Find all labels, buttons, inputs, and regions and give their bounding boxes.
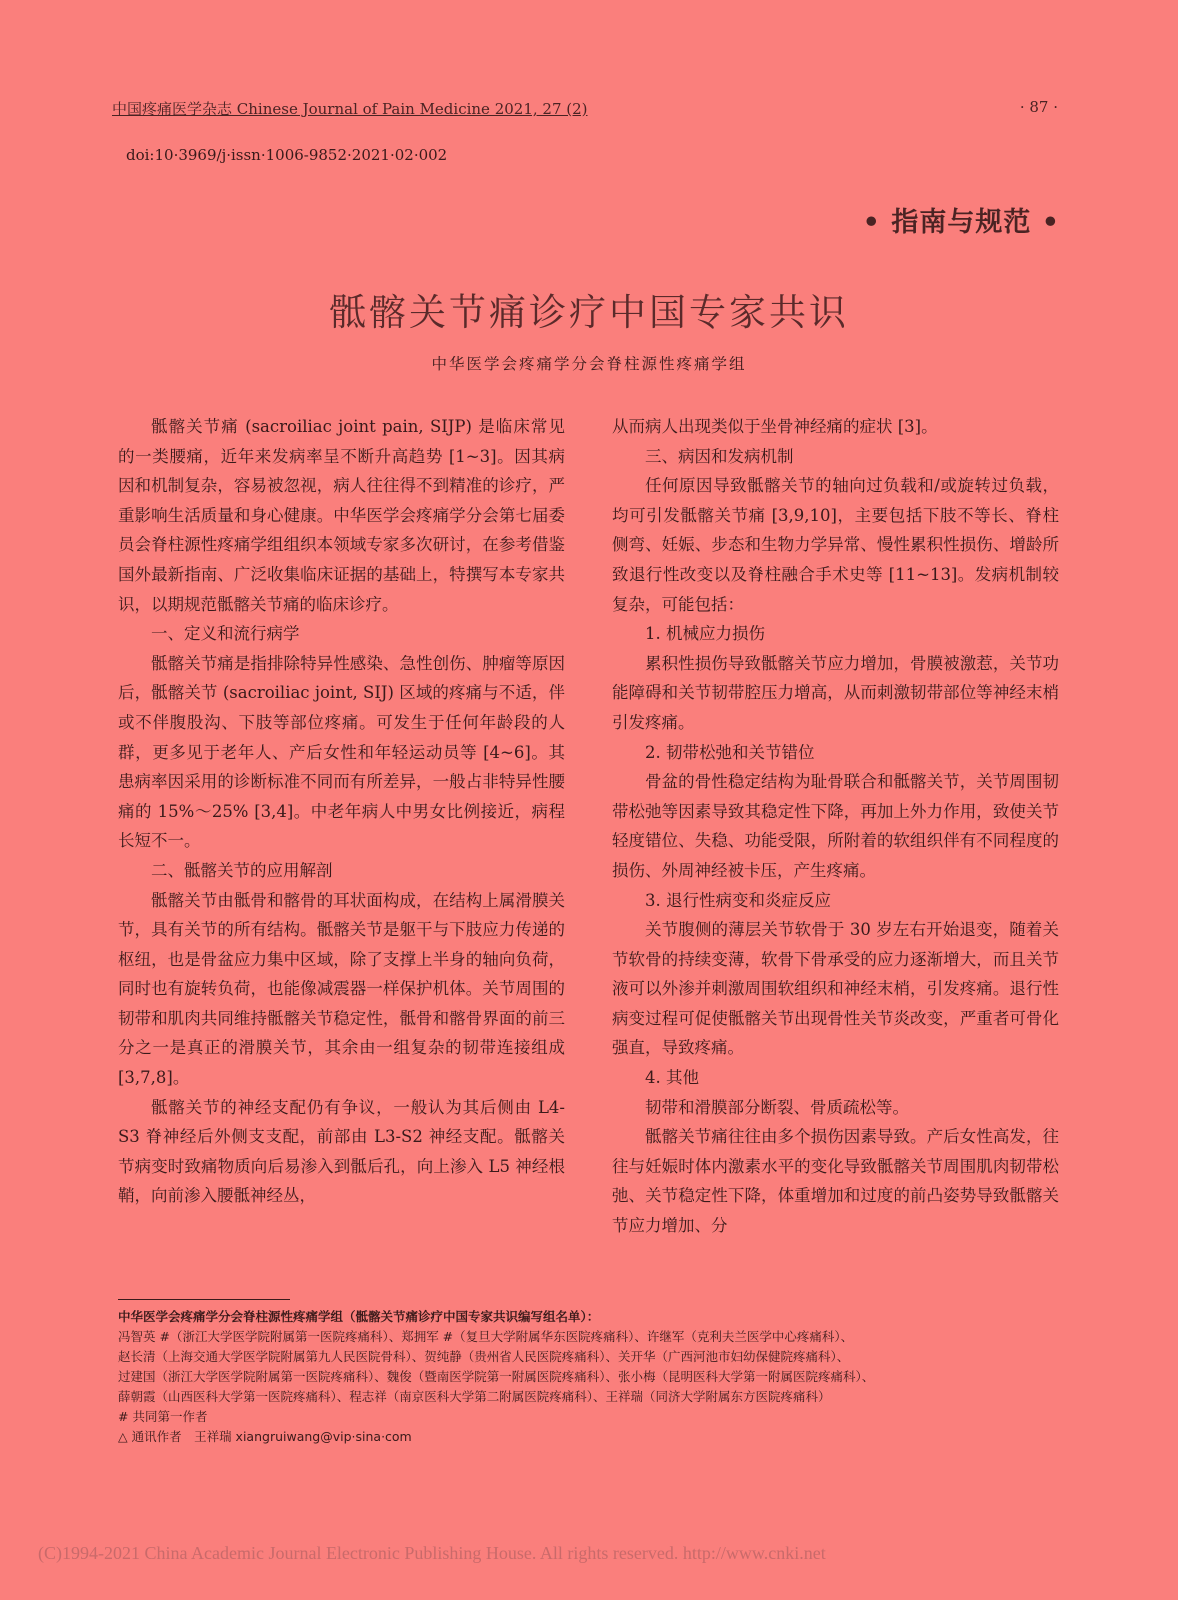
journal-header: 中国疼痛医学杂志 Chinese Journal of Pain Medicine 2021, 27 (2) xyxy=(112,100,588,118)
paragraph: 骶髂关节痛是指排除特异性感染、急性创伤、肿瘤等原因后，骶髂关节 (sacroiliac joint, SIJ) 区域的疼痛与不适，伴或不伴腹股沟、下肢等部位疼痛。可发生于任何年龄段的人群，更多见于老年人、产后女性和年轻运动员等 [4~6]。其患病率因采用的诊断标准不同而有所差异，一般占非特异性腰痛的 15%～25% [3,4]。中老年病人中男女比例接近，病程长短不一。 xyxy=(118,653,565,851)
footnote-line: 冯智英 #（浙江大学医学院附属第一医院疼痛科）、郑拥军 #（复旦大学附属华东医院疼痛科）、许继军（克利夫兰医学中心疼痛科）、 xyxy=(118,1329,854,1344)
section-heading: 二、骶髂关节的应用解剖 xyxy=(151,860,333,880)
paragraph: 累积性损伤导致骶髂关节应力增加，骨膜被激惹，关节功能障碍和关节韧带腔压力增高，从而刺激韧带部位等神经末梢引发疼痛。 xyxy=(612,653,1059,732)
subsection-heading: 1. 机械应力损伤 xyxy=(645,624,765,644)
section-label: • 指南与规范 • xyxy=(862,207,1060,238)
article-title: 骶髂关节痛诊疗中国专家共识 xyxy=(329,291,849,334)
paragraph: 韧带和滑膜部分断裂、骨质疏松等。 xyxy=(645,1097,909,1117)
subsection-heading: 3. 退行性病变和炎症反应 xyxy=(645,890,831,910)
author-group: 中华医学会疼痛学分会脊柱源性疼痛学组 xyxy=(431,355,747,373)
left-column xyxy=(118,412,565,1211)
footnote-title: 中华医学会疼痛学分会脊柱源性疼痛学组（骶髂关节痛诊疗中国专家共识编写组名单）： xyxy=(118,1309,600,1324)
paragraph: 骶髂关节由骶骨和髂骨的耳状面构成，在结构上属滑膜关节，具有关节的所有结构。骶髂关节是躯干与下肢应力传递的枢纽，也是骨盆应力集中区域，除了支撑上半身的轴向负荷，同时也有旋转负荷，也能像减震器一样保护机体。关节周围的韧带和肌肉共同维持骶髂关节稳定性，骶骨和髂骨界面的前三分之一是真正的滑膜关节，其余由一组复杂的韧带连接组成 [3,7,8]。 xyxy=(118,890,565,1088)
page-number: · 87 · xyxy=(1019,98,1058,116)
paragraph: 任何原因导致骶髂关节的轴向过负载和/或旋转过负载，均可引发骶髂关节痛 [3,9,10]，主要包括下肢不等长、脊柱侧弯、妊娠、步态和生物力学异常、慢性累积性损伤、增龄所致退行性改变以及脊柱融合手术史等 [11~13]。发病机制较复杂，可能包括： xyxy=(612,476,1059,614)
subsection-heading: 2. 韧带松弛和关节错位 xyxy=(645,742,815,762)
paragraph: 骶髂关节痛往往由多个损伤因素导致。产后女性高发，往往与妊娠时体内激素水平的变化导致骶髂关节周围肌肉韧带松弛、关节稳定性下降，体重增加和过度的前凸姿势导致骶髂关节应力增加、分 xyxy=(612,1127,1059,1236)
paragraph: 从而病人出现类似于坐骨神经痛的症状 [3]。 xyxy=(612,417,938,436)
doi: doi:10·3969/j·issn·1006-9852·2021·02·002 xyxy=(126,146,448,164)
subsection-heading: 4. 其他 xyxy=(645,1068,699,1088)
footnote-line: 薛朝霞（山西医科大学第一医院疼痛科）、程志祥（南京医科大学第二附属医院疼痛科）、王祥瑞（同济大学附属东方医院疼痛科） xyxy=(118,1389,831,1404)
footnote xyxy=(118,1307,1063,1447)
footnote-line: △ 通讯作者 王祥瑞 xiangruiwang@vip·sina·com xyxy=(118,1429,412,1444)
footnote-line: 赵长清（上海交通大学医学院附属第九人民医院骨科）、贺纯静（贵州省人民医院疼痛科）、关开华（广西河池市妇幼保健院疼痛科）、 xyxy=(118,1349,850,1364)
copyright-notice: (C)1994-2021 China Academic Journal Electronic Publishing House. All rights reserved. http://www.cnki.net xyxy=(38,1543,826,1563)
footnote-line: 过建国（浙江大学医学院附属第一医院疼痛科）、魏俊（暨南医学院第一附属医院疼痛科）、张小梅（昆明医科大学第一附属医院疼痛科）、 xyxy=(118,1369,875,1384)
section-heading: 一、定义和流行病学 xyxy=(151,624,300,644)
paragraph: 骨盆的骨性稳定结构为耻骨联合和骶髂关节，关节周围韧带松弛等因素导致其稳定性下降，再加上外力作用，致使关节轻度错位、失稳、功能受限，所附着的软组织伴有不同程度的损伤、外周神经被卡压，产生疼痛。 xyxy=(612,772,1059,880)
section-heading: 三、病因和发病机制 xyxy=(645,446,794,466)
footnote-rule xyxy=(118,1299,290,1300)
paragraph: 骶髂关节的神经支配仍有争议，一般认为其后侧由 L4-S3 脊神经后外侧支支配，前部由 L3-S2 神经支配。骶髂关节病变时致痛物质向后易渗入到骶后孔，向上渗入 L5 神经根鞘，向前渗入腰骶神经丛， xyxy=(118,1097,565,1206)
right-column xyxy=(612,412,1059,1241)
paragraph: 关节腹侧的薄层关节软骨于 30 岁左右开始退变，随着关节软骨的持续变薄，软骨下骨承受的应力逐渐增大，而且关节液可以外渗并刺激周围软组织和神经末梢，引发疼痛。退行性病变过程可促使骶髂关节出现骨性关节炎改变，严重者可骨化强直，导致疼痛。 xyxy=(612,920,1059,1058)
paragraph: 骶髂关节痛 (sacroiliac joint pain, SIJP) 是临床常见的一类腰痛，近年来发病率呈不断升高趋势 [1~3]。因其病因和机制复杂，容易被忽视，病人往往得不到精准的诊疗，严重影响生活质量和身心健康。中华医学会疼痛学分会第七届委员会脊柱源性疼痛学组组织本领域专家多次研讨，在参考借鉴国外最新指南、广泛收集临床证据的基础上，特撰写本专家共识，以期规范骶髂关节痛的临床诊疗。 xyxy=(118,417,565,614)
footnote-line: # 共同第一作者 xyxy=(118,1409,208,1424)
